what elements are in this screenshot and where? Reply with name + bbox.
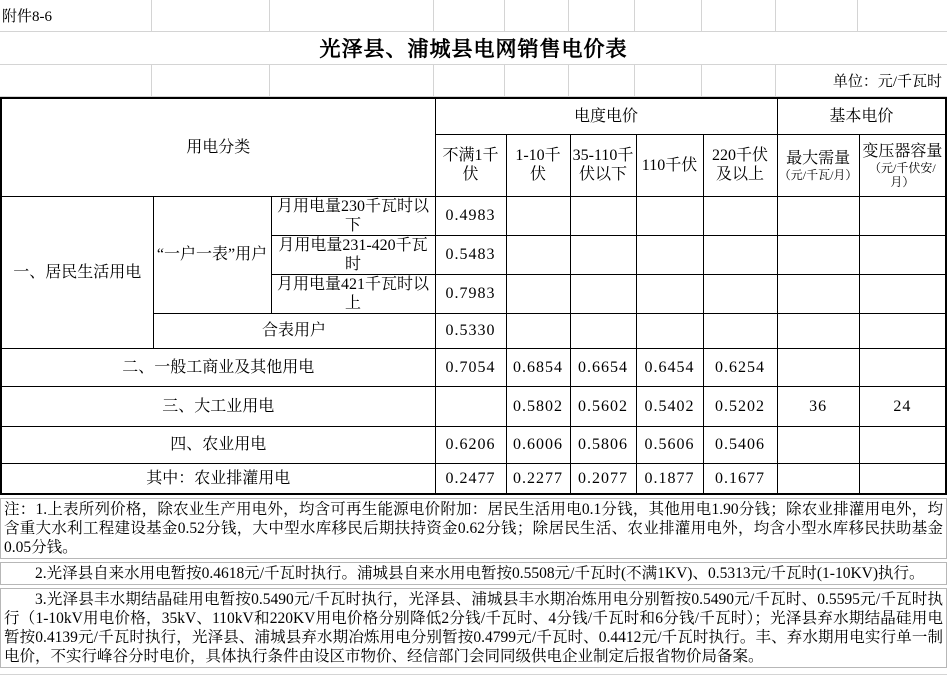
tier-label: 月用电量230千瓦时以下: [271, 196, 435, 235]
unit-row: [0, 65, 947, 97]
price-cell: 0.5606: [636, 426, 703, 463]
one-meter-user-cell: “一户一表”用户: [153, 196, 271, 313]
price-cell: 0.2077: [570, 463, 636, 494]
grid-cell: [270, 0, 434, 31]
price-cell: 0.5483: [435, 235, 506, 274]
price-cell: 0.7054: [435, 348, 506, 386]
empty-cell: [777, 196, 859, 235]
price-table: [0, 97, 947, 495]
col-header-max-demand-unit: （元/千瓦/月）: [778, 167, 858, 182]
empty-cell: [777, 274, 859, 313]
price-cell: 36: [777, 386, 859, 426]
note-1: 注：1.上表所列价格，除农业生产用电外，均含可再生能源电价附加：居民生活用电0.1分钱，其他用电1.90分钱；除农业排灌用电外，均含重大水利工程建设基金0.52分钱，大中型水库移民后期扶持资金0.62分钱；除居民生活、农业排灌用电外，均含小型水库移民扶助基金0.05分钱。: [0, 498, 947, 559]
price-cell: [859, 463, 946, 494]
grid-cell: [569, 65, 635, 96]
empty-cell: [636, 235, 703, 274]
unit-label: 单位：元/千瓦时: [832, 74, 942, 90]
col-header-transformer-capacity-name: 变压器容量: [862, 142, 943, 160]
header-basic-price-group: 基本电价: [777, 98, 946, 134]
empty-cell: [777, 235, 859, 274]
price-cell: [859, 348, 946, 386]
table-row: [1, 463, 946, 494]
grid-cell: [505, 0, 569, 31]
col-header-transformer-capacity: [859, 134, 946, 196]
header-energy-price-group: 电度电价: [435, 98, 777, 134]
grid-cell: [152, 0, 270, 31]
col-header-under-1kv: 不满1千伏: [435, 134, 506, 196]
empty-cell: [636, 196, 703, 235]
header-classification: 用电分类: [1, 98, 435, 196]
grid-cell: [505, 65, 569, 96]
category-agriculture-irrigation: 其中：农业排灌用电: [1, 463, 435, 494]
grid-cell: [858, 0, 945, 31]
price-cell: [777, 463, 859, 494]
category-residential: 一、居民生活用电: [1, 196, 153, 348]
empty-cell: [703, 235, 777, 274]
grid-cell: [635, 0, 702, 31]
title-row: [0, 32, 947, 65]
table-row: [1, 426, 946, 463]
grid-cell: [270, 65, 434, 96]
col-header-220kv: 220千伏及以上: [703, 134, 777, 196]
price-cell: 0.4983: [435, 196, 506, 235]
grid-cell: [702, 65, 776, 96]
grid-cell: [569, 0, 635, 31]
grid-cell: [635, 65, 702, 96]
attachment-label: 附件8-6: [0, 0, 152, 31]
price-cell: 0.5406: [703, 426, 777, 463]
grid-cell: [0, 65, 152, 96]
empty-cell: [506, 196, 570, 235]
col-header-max-demand-name: 最大需量: [786, 149, 851, 167]
grid-cell: [434, 65, 505, 96]
empty-cell: [859, 274, 946, 313]
grid-cell: [776, 0, 858, 31]
price-cell: 0.1677: [703, 463, 777, 494]
price-cell: 0.2477: [435, 463, 506, 494]
empty-cell: [570, 235, 636, 274]
price-cell: 0.6006: [506, 426, 570, 463]
empty-cell: [570, 313, 636, 348]
price-cell: 0.5330: [435, 313, 506, 348]
price-cell: 0.2277: [506, 463, 570, 494]
bottom-gridline: [0, 668, 947, 675]
empty-cell: [570, 274, 636, 313]
price-cell: [435, 386, 506, 426]
price-cell: 24: [859, 386, 946, 426]
empty-cell: [859, 235, 946, 274]
empty-cell: [570, 196, 636, 235]
empty-cell: [703, 196, 777, 235]
empty-cell: [506, 313, 570, 348]
empty-cell: [636, 274, 703, 313]
note-2: 2.光泽县自来水用电暂按0.4618元/千瓦时执行。浦城县自来水用电暂按0.5508元/千瓦时(不满1KV)、0.5313元/千瓦时(1-10KV)执行。: [0, 562, 947, 585]
grid-cell: [702, 0, 776, 31]
price-cell: [777, 426, 859, 463]
col-header-1-10kv: 1-10千伏: [506, 134, 570, 196]
category-agriculture: 四、农业用电: [1, 426, 435, 463]
price-cell: 0.5602: [570, 386, 636, 426]
price-cell: 0.6454: [636, 348, 703, 386]
table-row: [1, 386, 946, 426]
note-3: 3.光泽县丰水期结晶硅用电暂按0.5490元/千瓦时执行，光泽县、浦城县丰水期冶炼用电分别暂按0.5490元/千瓦时、0.5595元/千瓦时执行（1-10kV用电价格，35kV、110kV和220KV用电价格分别降低2分钱/千瓦时、4分钱/千瓦时和6分钱/千瓦时）；光泽县弃水期结晶硅用电暂按0.4139元/千瓦时执行，光泽县、浦城县弃水期冶炼用电分别暂按0.4799元/千瓦时、0.4412元/千瓦时执行。丰、弃水期用电实行单一制电价，不实行峰谷分时电价，具体执行条件由设区市物价、经信部门会同同级供电企业制定后报省物价局备案。: [0, 588, 947, 668]
grid-cell: [434, 0, 505, 31]
tier-label: 月用电量421千瓦时以上: [271, 274, 435, 313]
col-header-35-110kv: 35-110千伏以下: [570, 134, 636, 196]
empty-cell: [777, 313, 859, 348]
table-row: [1, 348, 946, 386]
empty-cell: [703, 274, 777, 313]
empty-cell: [636, 313, 703, 348]
tier-label: 月用电量231-420千瓦时: [271, 235, 435, 274]
price-cell: 0.1877: [636, 463, 703, 494]
price-cell: 0.5202: [703, 386, 777, 426]
col-header-110kv: 110千伏: [636, 134, 703, 196]
grid-cell: [152, 65, 270, 96]
col-header-max-demand: [777, 134, 859, 196]
price-cell: [777, 348, 859, 386]
price-cell: 0.7983: [435, 274, 506, 313]
empty-cell: [703, 313, 777, 348]
empty-cell: [859, 313, 946, 348]
category-commercial: 二、一般工商业及其他用电: [1, 348, 435, 386]
price-cell: [859, 426, 946, 463]
empty-cell: [859, 196, 946, 235]
price-cell: 0.5806: [570, 426, 636, 463]
price-cell: 0.5802: [506, 386, 570, 426]
empty-cell: [506, 274, 570, 313]
price-cell: 0.6854: [506, 348, 570, 386]
attachment-row: [0, 0, 947, 32]
category-large-industry: 三、大工业用电: [1, 386, 435, 426]
empty-cell: [506, 235, 570, 274]
price-cell: 0.6654: [570, 348, 636, 386]
page-title: 光泽县、浦城县电网销售电价表: [319, 37, 628, 61]
price-cell: 0.6254: [703, 348, 777, 386]
col-header-transformer-capacity-unit: （元/千伏安/月）: [869, 160, 936, 189]
price-cell: 0.6206: [435, 426, 506, 463]
combined-meter-label: 合表用户: [153, 313, 435, 348]
price-cell: 0.5402: [636, 386, 703, 426]
